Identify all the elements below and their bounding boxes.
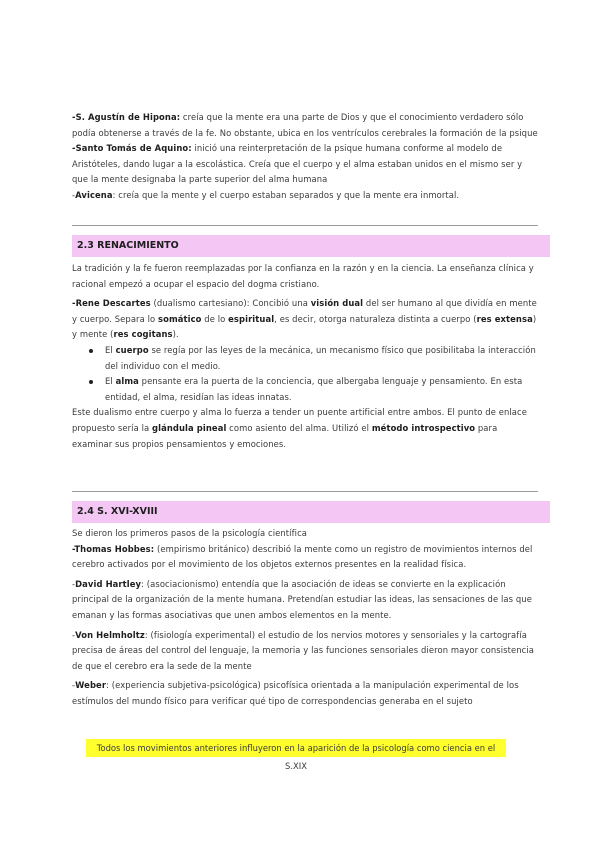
tomas-text: inició una reinterpretación de la psique humana conforme al modelo de Aristóteles, dando lugar a la escolástica. Creía que el cuerpo y el alma estaban unidos en el mismo ser y que la mente designaba la parte superior del alma humana <box>72 143 523 185</box>
xvi-intro: Se dieron los primeros pasos de la psicología científica <box>72 528 308 538</box>
bullet-text: pensante era la puerta de la conciencia, que albergaba lenguaje y pensamiento. En esta entidad, el alma, residían las ideas innatas. <box>105 376 523 402</box>
heading-text: 2.3 RENACIMIENTO <box>77 240 179 251</box>
weber-text: : (experiencia subjetiva-psicológica) psicofísica orientada a la manipulación experimental de los estímulos del mundo físico para verificar qué tipo de correspondencias generaba en el sujeto <box>72 680 519 706</box>
avicena-prefix: - <box>72 189 76 200</box>
bullet-text: se regía por las leyes de la mecánica, un mecanismo físico que posibilitaba la interacción del individuo con el medio. <box>105 344 536 371</box>
section-heading-renacimiento <box>72 235 550 257</box>
tomas-paragraph <box>72 141 538 188</box>
descartes-bold-term: visión dual <box>310 298 364 309</box>
bullet-text: El <box>105 344 116 355</box>
descartes-bold-term: somático <box>158 313 202 324</box>
descartes-bold-term: res extensa <box>476 313 533 324</box>
hartley-prefix: - <box>72 578 76 589</box>
bullet-text: El <box>105 376 116 387</box>
descartes-text: ). <box>172 329 179 340</box>
agustin-paragraph <box>72 110 538 141</box>
helmholtz-text: : (fisiología experimental) el estudio de los nervios motores y sensoriales y la cartografía precisa de áreas del control del lenguaje, la memoria y las funciones sensoriales dieron mayor consistencia de que el cerebro era la sede de la mente <box>72 629 535 671</box>
descartes-paragraph <box>72 296 538 343</box>
heading-text: 2.4 S. XVI-XVIII <box>77 506 158 517</box>
renacimiento-intro: La tradición y la fe fueron reemplazadas por la confianza en la razón y en la ciencia. La enseñanza clínica y racional empezó a ocupar el espacio del dogma cristiano. <box>72 263 534 289</box>
descartes-bold-term: res cogitans <box>113 329 173 340</box>
descartes-text: del ser humano al que dividía en mente y cuerpo. Separa lo <box>72 298 537 324</box>
renacimiento-closing <box>72 405 538 452</box>
descartes-name: -Rene Descartes <box>72 298 151 309</box>
medieval-block <box>72 110 538 204</box>
hobbes-name: -Thomas Hobbes: <box>72 543 155 554</box>
highlighted-conclusion: Todos los movimientos anteriores influyeron en la aparición de la psicología como ciencia en el S.XIX <box>86 739 506 757</box>
agustin-name: -S. Agustín de Hipona: <box>72 112 181 122</box>
bullet-bold-term: cuerpo <box>115 344 149 355</box>
bullet-icon <box>89 380 93 384</box>
weber-name: Weber <box>75 680 107 691</box>
tomas-name: -Santo Tomás de Aquino: <box>72 143 192 154</box>
renacimiento-block <box>72 261 538 452</box>
weber-paragraph <box>72 678 538 709</box>
descartes-text: de lo <box>201 313 229 324</box>
bullet-bold-term: alma <box>115 376 139 387</box>
closing-text: Este dualismo entre cuerpo y alma lo fuerza a tender un puente artificial entre ambos. El punto de enlace propuesto sería la <box>72 407 527 433</box>
avicena-name: Avicena <box>75 189 113 200</box>
hartley-name: David Hartley <box>75 578 142 589</box>
list-item <box>72 374 538 405</box>
closing-text: para examinar sus propios pensamientos y emociones. <box>72 422 498 449</box>
descartes-text: ) y mente ( <box>72 313 537 340</box>
xvi-xviii-block <box>72 526 538 710</box>
divider <box>72 225 538 226</box>
hartley-text: : (asociacionismo) entendía que la asociación de ideas se convierte en la explicación principal de la organización de la mente humana. Pretendían estudiar las ideas, las sensaciones de las que emanan y las formas asociativas que unen ambos elementos en la mente. <box>72 578 532 620</box>
section-heading-xvi-xviii <box>72 501 550 523</box>
descartes-text: , es decir, otorga naturaleza distinta a cuerpo ( <box>274 313 477 324</box>
descartes-bold-term: espiritual <box>228 313 275 324</box>
helmholtz-name: Von Helmholtz <box>75 629 145 640</box>
helmholtz-prefix: - <box>72 629 76 640</box>
closing-bold-term: método introspectivo <box>371 422 476 433</box>
helmholtz-paragraph <box>72 628 538 675</box>
avicena-text: : creía que la mente y el cuerpo estaban separados y que la mente era inmortal. <box>112 189 460 200</box>
list-item <box>72 343 538 374</box>
closing-bold-term: glándula pineal <box>152 422 227 433</box>
weber-prefix: - <box>72 680 76 691</box>
divider <box>72 491 538 492</box>
descartes-bullet-list <box>72 343 538 405</box>
hobbes-text: (empirismo británico) describió la mente como un registro de movimientos internos del cerebro activados por el movimiento de los objetos externos presentes en la realidad física. <box>72 543 533 570</box>
agustin-text: creía que la mente era una parte de Dios y que el conocimiento verdadero sólo podía obtenerse a través de la fe. No obstante, ubica en los ventrículos cerebrales la formación de la psique <box>72 112 538 138</box>
descartes-text: (dualismo cartesiano): Concibió una <box>150 298 311 309</box>
bullet-icon <box>89 349 93 353</box>
avicena-paragraph <box>72 188 538 204</box>
hobbes-paragraph <box>72 542 538 573</box>
hartley-paragraph <box>72 577 538 624</box>
closing-text: como asiento del alma. Utilizó el <box>226 422 372 433</box>
